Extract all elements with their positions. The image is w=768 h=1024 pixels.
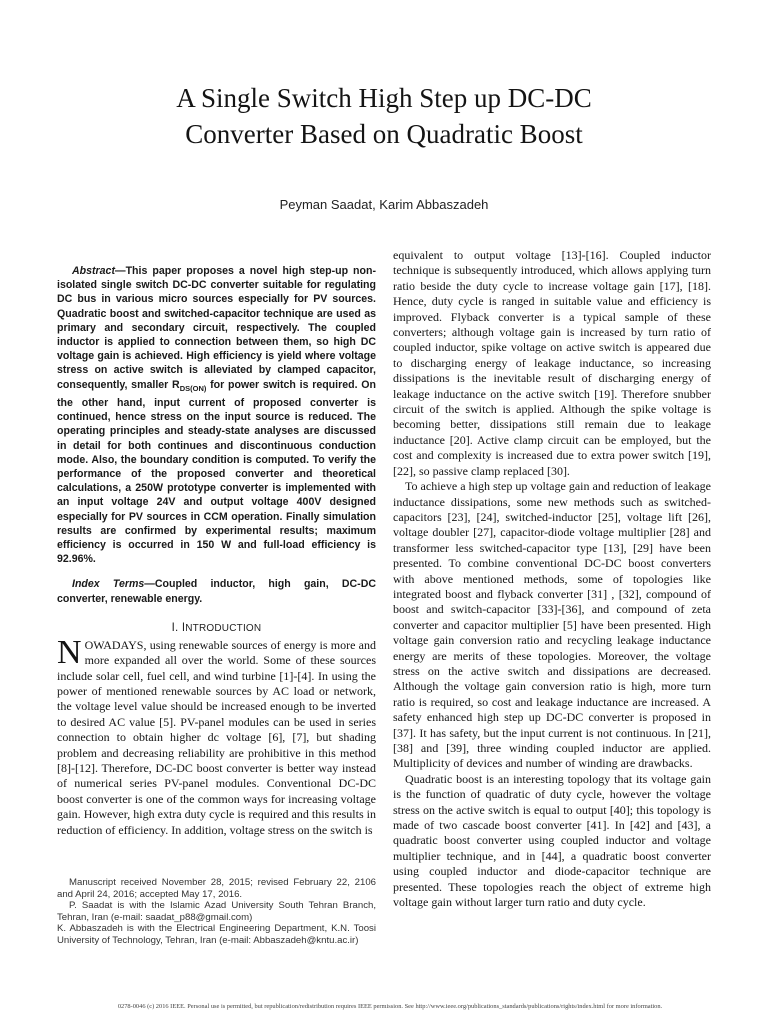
- section-first-letter: I: [181, 621, 186, 634]
- abstract-label: Abstract: [72, 265, 115, 277]
- right-column-body: [393, 248, 711, 910]
- title-line-2: Converter Based on Quadratic Boost: [185, 119, 583, 149]
- index-terms-label: Index Terms: [72, 578, 145, 591]
- author-list: Peyman Saadat, Karim Abbaszadeh: [279, 197, 489, 212]
- abstract-dash: —: [114, 265, 126, 277]
- right-paragraph-2: To achieve a high step up voltage gain and reduction of leakage inductance dissipations, some new methods such as switched-capacitors [23], [24], switched-inductor [25], voltage lift [26], voltage doubler [27], capacitor-diode voltage multiplier [28] and transformer less switched-capacitor type [13], [29] have been presented. To combine conventional DC-DC boost converters with above mentioned methods, some of topologies like integrated boost and flyback converter [31] , [32], compound of boost and switch-capacitor [33]-[36], and compound of zeta converter and capacitor multiplier [5] have been presented. High voltage gain conversion ratio and recycling leakage inductance energy are merits of these topologies. Moreover, the voltage stress on the active switch and dissipations are decreased. Although the voltage gain conversion ratio is high, more turn ratio is required, so cost and leakage inductance are increased. A safety enhanced high step up DC-DC converter is proposed in [37]. It has safety, but the input current is not continuous. In [21], [38] and [39], three winding coupled inductor are applied. Multiplicity of devices and number of winding are drawbacks.: [393, 479, 711, 771]
- copyright-notice: 0278-0046 (c) 2016 IEEE. Personal use is permitted, but republication/redistribution requires IEEE permission. See http://www.ieee.org/publications_standards/publications/rights/index.html for more information.: [117, 1003, 663, 1010]
- section-heading-introduction: [57, 622, 376, 634]
- index-terms-dash: —: [144, 578, 155, 591]
- index-terms-text: Coupled inductor, high gain, DC-DC converter, renewable energy.: [57, 578, 377, 605]
- left-column: [57, 264, 376, 838]
- abstract-subscript: DS(ON): [179, 383, 207, 393]
- right-paragraph-1: equivalent to output voltage [13]-[16]. Coupled inductor technique is subsequently introduced, which allows applying turn ratio beside the duty cycle to increase voltage gain [17], [18]. Hence, duty cycle is ranged in suitable value and efficiency is improved. Flyback converter is a typical sample of these converters; although voltage gain is increased by turn ratio of coupled inductor, spike voltage on active switch is appeared due to discharging energy of leakage inductance, so increasing dissipations is the inevitable result of discharging energy of leakage inductance on the active switch [19]. Therefore snubber circuit of the switch is applied. Although the spike voltage is becoming better, dissipations still remain due to leakage inductance [20]. Active clamp circuit can be employed, but the cost and complexity is increased due to extra power switch [19], [22], so passive clamp replaced [30].: [393, 248, 711, 478]
- footnote: [57, 877, 376, 947]
- paper-title: [60, 80, 708, 152]
- intro-paragraph-1-text: OWADAYS, using renewable sources of energy is more and more expanded all over the world. Some of these sources include solar cell, fuel cell, and wind turbine [1]-[4]. In using the power of mentioned renewable sources by AC load or network, the voltage level value should be increased enough to be inverted to desired AC value [5]. PV-panel modules can be used in series connection to obtain higher dc voltage [6], [7], but shading problem and decreasing reliability are prohibitive in this method [8]-[12]. Therefore, DC-DC boost converter is better way instead of numerical series PV-panel modules. Conventional DC-DC boost converter is one of the common ways for increasing voltage gain. However, high extra duty cycle is required and this results in reduction of efficiency. In addition, voltage stress on the switch is: [57, 637, 376, 837]
- title-line-1: A Single Switch High Step up DC-DC: [176, 83, 592, 113]
- footnote-author-1: P. Saadat is with the Islamic Azad University South Tehran Branch, Tehran, Iran (e-mail: saadat_p88@gmail.com): [57, 900, 376, 923]
- index-terms: [57, 577, 376, 605]
- section-title-rest: NTRODUCTION: [185, 622, 262, 634]
- abstract-text-b: for power switch is required. On the other hand, input current of proposed converter is continued, hence stress on the input source is reduced. The operating principles and steady-state analyses are discussed in detail for both continues and discontinuous conduction mode. Also, the boundary condition is computed. To verify the performance of the proposed converter and theoretical calculations, a 250W prototype converter is implemented with an input voltage 24V and output voltage 400V designed especially for PV sources in CCM operation. Finally simulation results are confirmed by experimental results; maximum efficiency is occurred in 150 W and full-load efficiency is 92.96%.: [57, 378, 376, 566]
- right-column: [393, 248, 711, 910]
- intro-paragraph-1: [57, 633, 376, 838]
- abstract: [57, 264, 376, 566]
- abstract-text-a: This paper proposes a novel high step-up non-isolated single switch DC-DC converter suitable for regulating DC bus in various micro sources especially for PV sources. Quadratic boost and switched-capacitor technique are used as primary and secondary circuit, respectively. The coupled inductor is applied to connection between them, so high DC voltage gain is achieved. High efficiency is yield where voltage stress on active switch is alleviated by clamped capacitor, consequently, smaller R: [57, 265, 376, 391]
- footnote-author-2: K. Abbaszadeh is with the Electrical Engineering Department, K.N. Toosi University of Technology, Tehran, Iran (e-mail: Abbaszadeh@kntu.ac.ir): [57, 923, 376, 946]
- footnote-manuscript: Manuscript received November 28, 2015; revised February 22, 2106 and April 24, 2016; accepted May 17, 2016.: [57, 877, 376, 900]
- right-paragraph-3: Quadratic boost is an interesting topology that its voltage gain is the function of quadratic of duty cycle, however the voltage stress on the active switch is equal to output [40]; this topology is made of two cascade boost converter [41]. In [42] and [43], a quadratic boost converter using coupled inductor and voltage multiplier technique, and in [44], a quadratic boost converter using coupled inductor and diode-capacitor technique are presented. These topologies reach the object of extreme high voltage gain without larger turn ratio and duty cycle.: [393, 771, 711, 910]
- drop-cap: N: [57, 633, 82, 671]
- introduction-body: [57, 633, 376, 838]
- section-numeral: I.: [171, 621, 179, 634]
